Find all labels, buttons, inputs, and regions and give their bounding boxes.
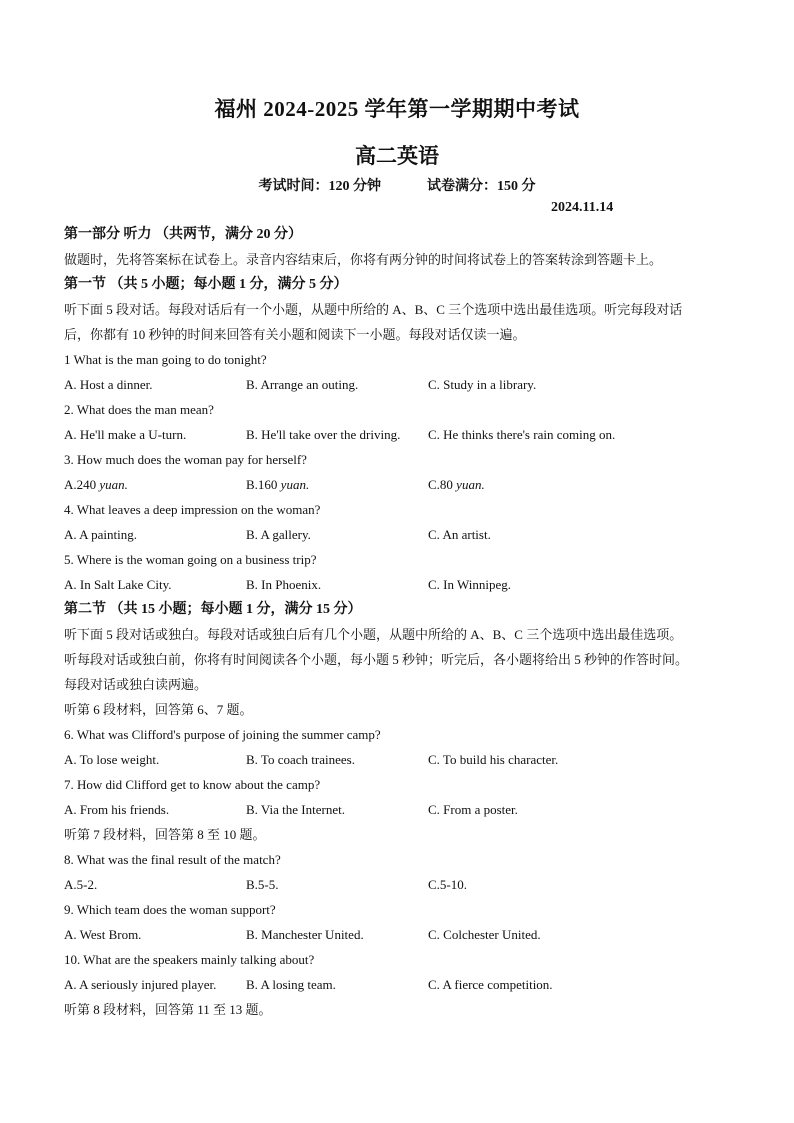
question-7: 7. How did Clifford get to know about the camp?: [64, 777, 321, 792]
options-7: [64, 797, 734, 822]
option-a: A. In Salt Lake City.: [64, 577, 172, 592]
option-b: B. To coach trainees.: [246, 752, 355, 767]
question-8: 8. What was the final result of the match?: [64, 852, 281, 867]
option-c: C.5-10.: [428, 877, 467, 892]
material-8-note: 听第 8 段材料，回答第 11 至 13 题。: [64, 1002, 272, 1017]
option-c: C. An artist.: [428, 527, 491, 542]
exam-meta: [0, 175, 794, 195]
exam-score: 试卷满分：150 分: [427, 179, 536, 194]
option-a: A. He'll make a U-turn.: [64, 427, 187, 442]
question-6: 6. What was Clifford's purpose of joining the summer camp?: [64, 727, 381, 742]
options-6: [64, 747, 734, 772]
option-b: B. In Phoenix.: [246, 577, 322, 592]
options-1: [64, 372, 734, 397]
option-value: C.80: [428, 477, 453, 492]
section1-instruction: 后，你都有 10 秒钟的时间来回答有关小题和阅读下一小题。每段对话仅读一遍。: [64, 327, 526, 342]
option-a: A.5-2.: [64, 877, 98, 892]
option-b: B. Via the Internet.: [246, 802, 345, 817]
option-b: B. He'll take over the driving.: [246, 427, 401, 442]
option-a: A. Host a dinner.: [64, 377, 153, 392]
option-c: C. To build his character.: [428, 752, 559, 767]
option-b: B.5-5.: [246, 877, 279, 892]
currency-unit: yuan.: [280, 477, 310, 492]
option-a: A. A painting.: [64, 527, 137, 542]
section2-heading: 第二节 （共 15 小题；每小题 1 分，满分 15 分）: [64, 602, 362, 617]
question-5: 5. Where is the woman going on a business trip?: [64, 552, 317, 567]
option-c: C. A fierce competition.: [428, 977, 553, 992]
question-3: 3. How much does the woman pay for herself?: [64, 452, 307, 467]
options-9: [64, 922, 734, 947]
option-b: [246, 472, 428, 497]
material-6-note: 听第 6 段材料，回答第 6、7 题。: [64, 702, 253, 717]
exam-title: 福州 2024-2025 学年第一学期期中考试: [214, 97, 580, 121]
options-5: [64, 572, 734, 597]
option-c: C. He thinks there's rain coming on.: [428, 427, 616, 442]
question-1: 1 What is the man going to do tonight?: [64, 352, 267, 367]
option-value: A.240: [64, 477, 97, 492]
option-c: C. Study in a library.: [428, 377, 537, 392]
currency-unit: yuan.: [456, 477, 485, 492]
options-8: [64, 872, 734, 897]
question-9: 9. Which team does the woman support?: [64, 902, 276, 917]
options-4: [64, 522, 734, 547]
exam-time: 考试时间：120 分钟: [258, 179, 381, 194]
exam-date: 2024.11.14: [551, 200, 614, 215]
option-c: C. From a poster.: [428, 802, 518, 817]
option-a: A. To lose weight.: [64, 752, 160, 767]
option-b: B. A losing team.: [246, 977, 336, 992]
option-value: B.160: [246, 477, 278, 492]
option-a: [64, 472, 246, 497]
options-2: [64, 422, 734, 447]
question-2: 2. What does the man mean?: [64, 402, 214, 417]
question-10: 10. What are the speakers mainly talking about?: [64, 952, 315, 967]
option-c: C. Colchester United.: [428, 927, 541, 942]
option-a: A. From his friends.: [64, 802, 170, 817]
option-c: [428, 472, 485, 497]
option-b: B. Manchester United.: [246, 927, 364, 942]
section2-instruction: 每段对话或独白读两遍。: [64, 677, 208, 692]
option-a: A. A seriously injured player.: [64, 977, 217, 992]
option-b: B. Arrange an outing.: [246, 377, 359, 392]
currency-unit: yuan.: [99, 477, 128, 492]
question-4: 4. What leaves a deep impression on the woman?: [64, 502, 321, 517]
section1-heading: 第一节 （共 5 小题；每小题 1 分，满分 5 分）: [64, 277, 348, 292]
exam-subject: 高二英语: [355, 144, 439, 168]
material-7-note: 听第 7 段材料，回答第 8 至 10 题。: [64, 827, 266, 842]
options-3: [64, 472, 734, 497]
option-b: B. A gallery.: [246, 527, 311, 542]
section1-instruction: 听下面 5 段对话。每段对话后有一个小题，从题中所给的 A、B、C 三个选项中选出最佳选项。听完每段对话: [64, 302, 683, 317]
option-c: C. In Winnipeg.: [428, 577, 512, 592]
part1-intro: 做题时，先将答案标在试卷上。录音内容结束后，你将有两分钟的时间将试卷上的答案转涂到答题卡上。: [64, 252, 663, 267]
option-a: A. West Brom.: [64, 927, 142, 942]
section2-instruction: 听每段对话或独白前，你将有时间阅读各个小题，每小题 5 秒钟；听完后，各小题将给出 5 秒钟的作答时间。: [64, 652, 689, 667]
options-10: [64, 972, 734, 997]
section2-instruction: 听下面 5 段对话或独白。每段对话或独白后有几个小题，从题中所给的 A、B、C 三个选项中选出最佳选项。: [64, 627, 683, 642]
exam-body: [64, 222, 734, 1022]
part1-heading: 第一部分 听力 （共两节，满分 20 分）: [64, 227, 302, 242]
